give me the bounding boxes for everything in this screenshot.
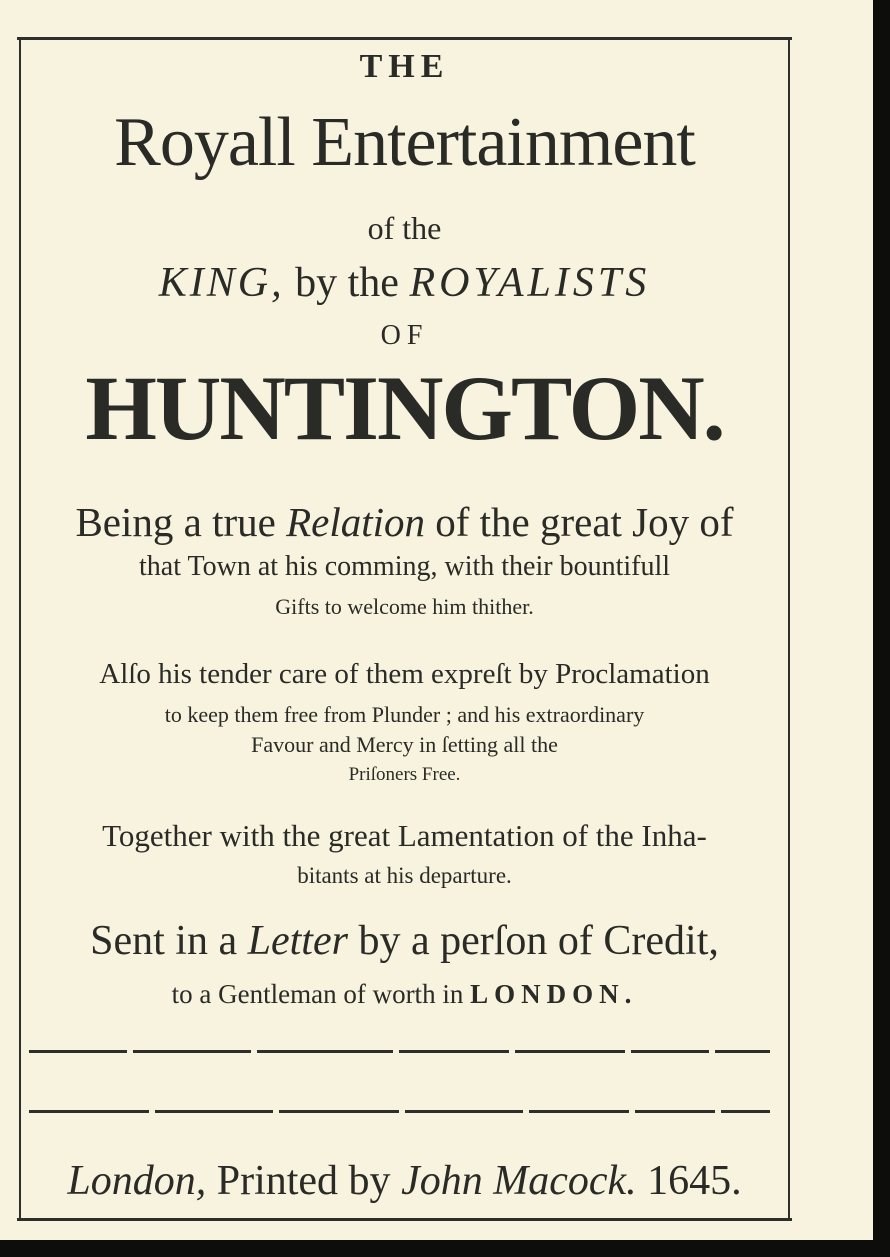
dash-segment — [405, 1110, 523, 1113]
imprint-year: 1645. — [647, 1158, 742, 1204]
para4-line1 — [21, 920, 788, 962]
title-the: THE — [359, 48, 450, 85]
dash-segment — [399, 1050, 509, 1053]
para2-line4: Priſoners Free. — [348, 764, 461, 785]
imprint-line — [21, 1160, 788, 1202]
para1-lead: Being a true — [75, 499, 276, 545]
imprint-london: London, — [67, 1158, 207, 1204]
royalists-label: ROYALISTS — [409, 260, 651, 306]
para3-line1: Together with the great Lamentation of the Inha- — [102, 818, 707, 853]
dash-segment — [721, 1110, 770, 1113]
para4-line2 — [21, 981, 788, 1008]
sent-in-a-label: Sent in a — [90, 918, 238, 964]
dash-segment — [29, 1110, 149, 1113]
para2-line3: Favour and Mercy in ſetting all the — [251, 732, 558, 757]
imprint-printed-by: Printed by — [216, 1158, 391, 1204]
king-label: KING, — [158, 260, 285, 306]
title-place: HUNTINGTON. — [85, 357, 724, 459]
title-block — [21, 0, 788, 1218]
para1-line3: Gifts to welcome him thither. — [275, 594, 534, 619]
dash-segment — [257, 1050, 393, 1053]
para4-line2-lead: to a Gentleman of worth in — [171, 979, 464, 1009]
para4-rest: by a perſon of Credit, — [358, 918, 719, 964]
imprint-printer: John Macock. — [401, 1158, 637, 1204]
para2-line2: to keep them free from Plunder ; and his extraordinary — [164, 702, 645, 727]
letter-label: Letter — [247, 918, 348, 964]
dash-segment — [715, 1050, 770, 1053]
dash-segment — [279, 1110, 399, 1113]
relation-label: Relation — [286, 499, 425, 545]
dash-segment — [133, 1050, 251, 1053]
para1-line1 — [21, 499, 788, 545]
dash-segment — [529, 1110, 629, 1113]
title-main: Royall Entertainment — [114, 104, 695, 181]
title-king-line — [21, 262, 788, 304]
para3-line2: bitants at his departure. — [297, 863, 512, 888]
dash-segment — [635, 1110, 715, 1113]
dash-segment — [515, 1050, 625, 1053]
by-the-label: by the — [295, 260, 399, 306]
dash-segment — [155, 1110, 273, 1113]
right-border — [788, 40, 790, 1220]
dash-segment — [29, 1050, 127, 1053]
bottom-rule — [17, 1218, 792, 1221]
para1-rest: of the great Joy of — [435, 499, 734, 545]
london-label: LONDON. — [470, 979, 638, 1009]
para1-line2: that Town at his comming, with their bountifull — [138, 551, 671, 582]
title-of-the: of the — [367, 210, 442, 246]
title-of: OF — [380, 320, 429, 351]
para2-line1: Alſo his tender care of them expreſt by Proclamation — [99, 658, 710, 690]
dash-segment — [631, 1050, 709, 1053]
